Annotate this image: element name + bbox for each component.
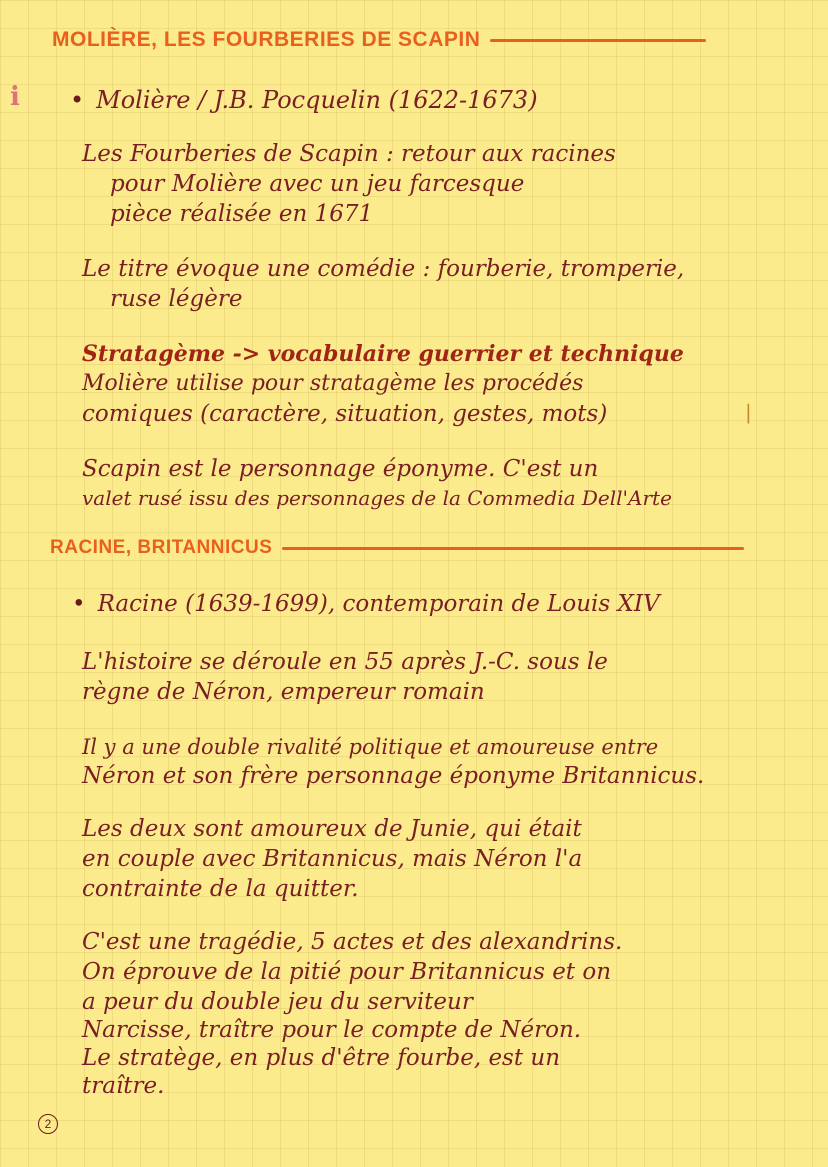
paragraph-line: pour Molière avec un jeu farcesque: [110, 171, 525, 197]
paragraph-line: On éprouve de la pitié pour Britannicus et on: [82, 959, 612, 985]
margin-tick: |: [745, 400, 752, 424]
bullet-author: • Racine (1639-1699), contemporain de Louis XIV: [72, 590, 660, 618]
paragraph-line: Scapin est le personnage éponyme. C'est un: [82, 456, 599, 482]
paragraph-line: règne de Néron, empereur romain: [82, 679, 485, 705]
paragraph-line: en couple avec Britannicus, mais Néron l'a: [82, 846, 583, 872]
paragraph-line: Molière utilise pour stratagème les procédés: [82, 371, 584, 396]
margin-mark: i: [10, 82, 20, 112]
paragraph-line: pièce réalisée en 1671: [110, 201, 374, 227]
section-heading-text: MOLIÈRE, LES FOURBERIES DE SCAPIN: [52, 28, 481, 51]
paragraph-line: valet rusé issu des personnages de la Commedia Dell'Arte: [82, 486, 672, 510]
paragraph-line: Les deux sont amoureux de Junie, qui était: [82, 816, 582, 842]
paragraph-line: ruse légère: [110, 286, 243, 312]
paragraph-line: a peur du double jeu du serviteur: [82, 989, 473, 1015]
paragraph-line: Néron et son frère personnage éponyme Britannicus.: [82, 763, 705, 789]
paragraph-line: contrainte de la quitter.: [82, 876, 359, 902]
bullet-author: • Molière / J.B. Pocquelin (1622-1673): [70, 86, 538, 114]
paragraph-line: Les Fourberies de Scapin : retour aux racines: [82, 141, 616, 167]
paragraph-line: Narcisse, traître pour le compte de Néron.: [82, 1017, 582, 1043]
paragraph-line: traître.: [82, 1073, 165, 1099]
paragraph-line: Stratagème -> vocabulaire guerrier et technique: [82, 341, 684, 367]
paragraph-line: Il y a une double rivalité politique et amoureuse entre: [82, 735, 659, 759]
paragraph-line: C'est une tragédie, 5 actes et des alexandrins.: [82, 929, 623, 955]
page-number: 2: [38, 1114, 58, 1134]
paragraph-line: L'histoire se déroule en 55 après J.-C. sous le: [82, 649, 608, 675]
section-heading-text: RACINE, BRITANNICUS: [50, 537, 273, 558]
paragraph-line: comiques (caractère, situation, gestes, mots): [82, 401, 608, 427]
section-heading-moliere: [52, 28, 706, 52]
heading-underline: [490, 39, 706, 42]
heading-underline: [282, 547, 744, 550]
paragraph-line: Le titre évoque une comédie : fourberie, tromperie,: [82, 256, 685, 282]
paragraph-line: Le stratège, en plus d'être fourbe, est un: [82, 1045, 561, 1071]
section-heading-racine: [50, 537, 744, 559]
